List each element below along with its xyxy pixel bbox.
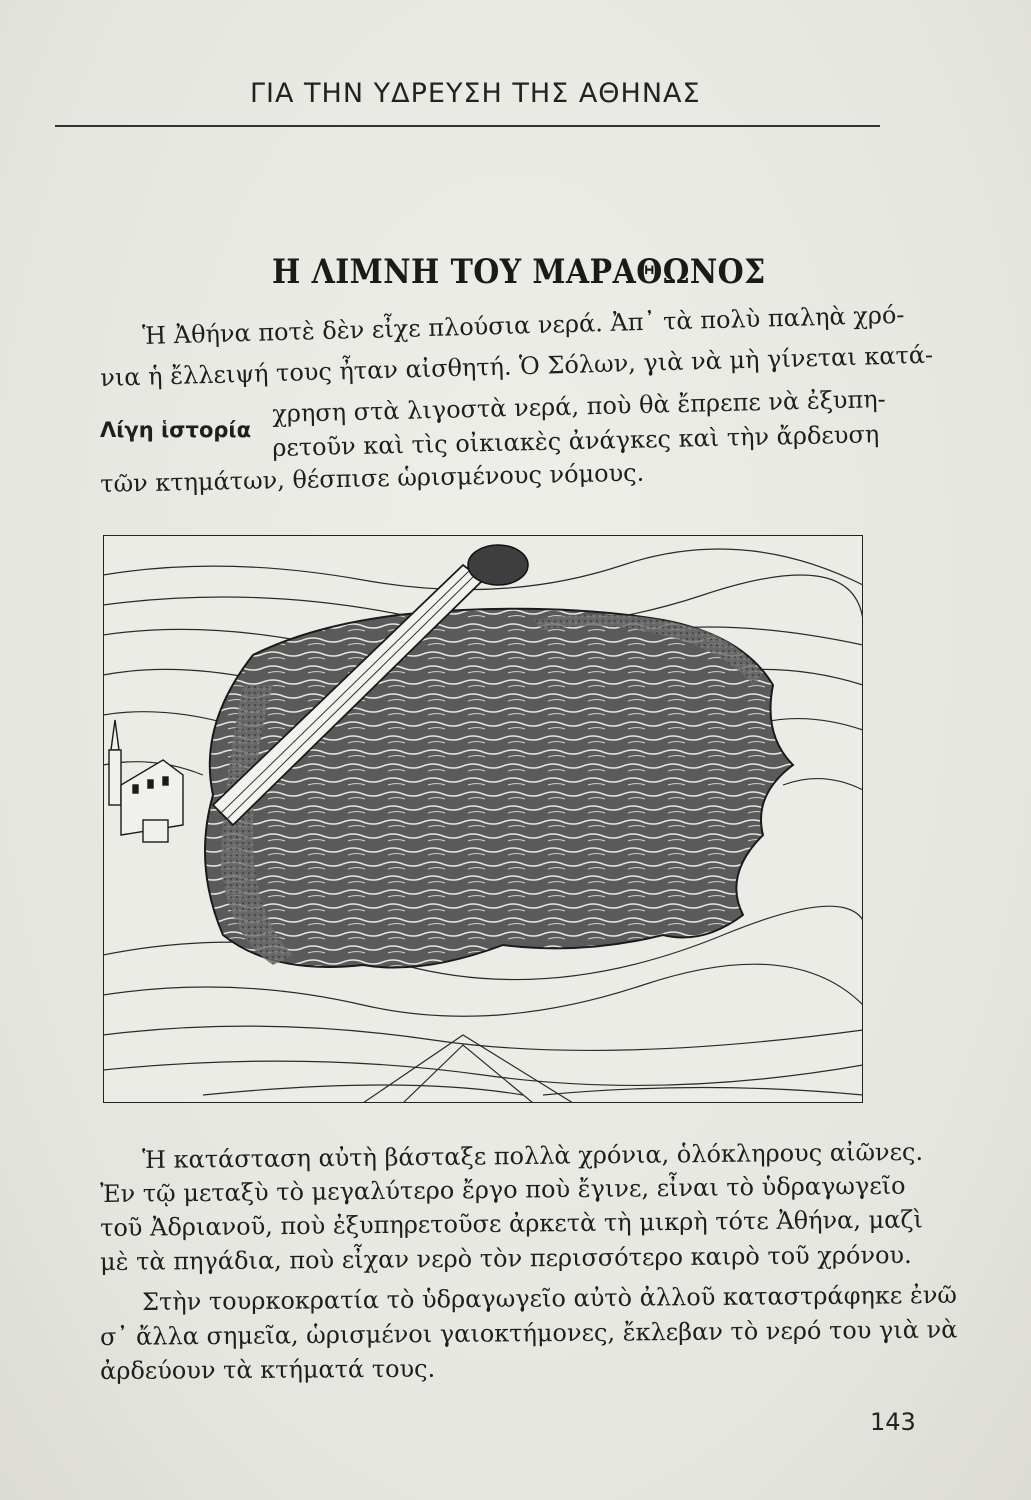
body-line-1: Ἡ κατάσταση αὐτὴ βάσταξε πολλὰ χρόνια, ὁλόκληρους αἰῶνες. <box>141 1137 924 1174</box>
header-rule <box>55 125 880 127</box>
running-head: ΓΙΑ ΤΗΝ ΥΔΡΕΥΣΗ ΤΗΣ ΑΘΗΝΑΣ <box>250 78 701 109</box>
side-label: Λίγη ἱστορία <box>100 418 252 442</box>
body-line-2: Ἐν τῷ μεταξὺ τὸ μεγαλύτερο ἔργο ποὺ ἔγινε, εἶναι τὸ ὑδραγωγεῖο <box>99 1171 906 1208</box>
reservoir-water <box>205 609 793 968</box>
body-line-4: μὲ τὰ πηγάδια, ποὺ εἶχαν νερὸ τὸν περισσότερο καιρὸ τοῦ χρόνου. <box>99 1240 912 1276</box>
body-line-7: ἀρδεύουν τὰ κτήματά τους. <box>99 1354 436 1385</box>
intro-line-5: τῶν κτημάτων, θέσπισε ὡρισμένους νόμους. <box>99 458 645 498</box>
intro-line-3: χρηση στὰ λιγοστὰ νερά, ποὺ θὰ ἔπρεπε νὰ ἐξυπη- <box>271 385 887 428</box>
article-title: Η ΛΙΜΝΗ ΤΟΥ ΜΑΡΑΘΩΝΟΣ <box>272 252 766 292</box>
body-line-3: τοῦ Ἀδριανοῦ, ποὺ ἐξυπηρετοῦσε ἀρκετὰ τὴ μικρὴ τότε Ἀθήνα, μαζὶ <box>99 1205 923 1242</box>
intro-line-4: ρετοῦν καὶ τὶς οἰκιακὲς ἀνάγκες καὶ τὴν ἄρδευση <box>271 420 880 462</box>
body-line-5: Στὴν τουρκοκρατία τὸ ὑδραγωγεῖο αὐτὸ ἀλλοῦ καταστράφηκε ἐνῶ <box>141 1280 958 1316</box>
intro-line-2: νια ἡ ἔλλειψή τους ἦταν αἰσθητή. Ὁ Σόλων, γιὰ νὰ μὴ γίνεται κατά- <box>99 340 934 392</box>
page-number: 143 <box>870 1408 916 1436</box>
intro-line-1: Ἡ Ἀθήνα ποτὲ δὲν εἶχε πλούσια νερά. Ἀπ᾽ τὰ πολὺ παληὰ χρό- <box>141 300 905 350</box>
body-line-6: σ᾽ ἄλλα σημεῖα, ὡρισμένοι γαιοκτήμονες, ἔκλεβαν τὸ νερό του γιὰ νὰ <box>99 1315 958 1351</box>
marathon-lake-illustration <box>103 535 863 1103</box>
